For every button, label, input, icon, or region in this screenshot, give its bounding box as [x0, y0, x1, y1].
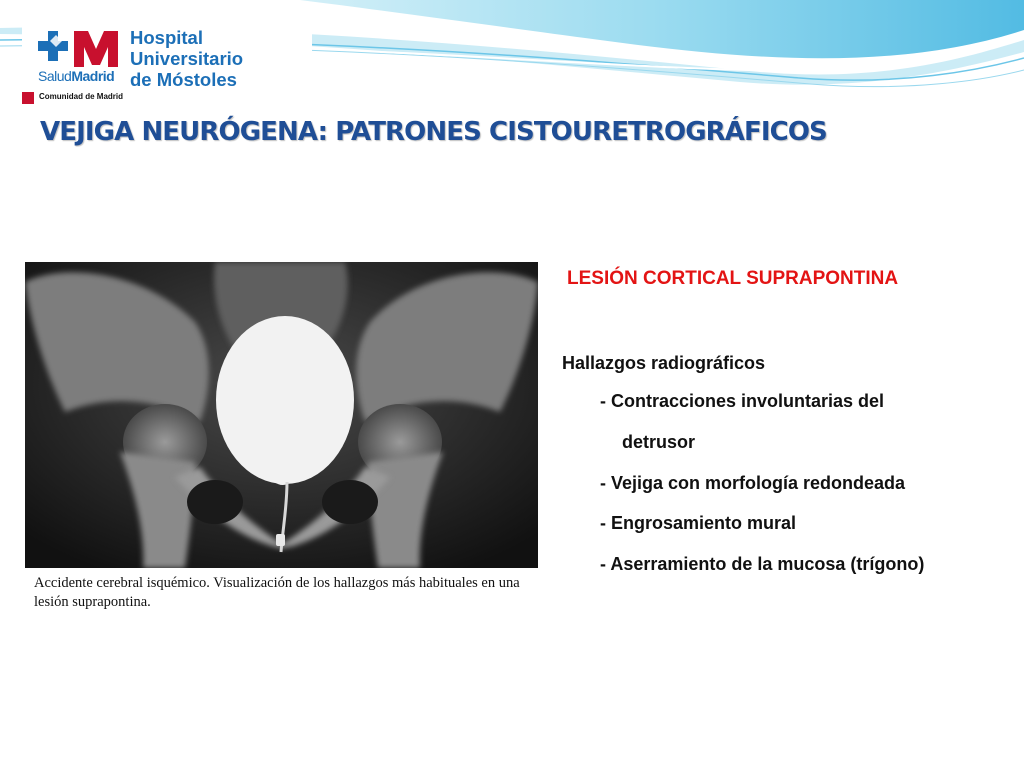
slide-subtitle: LESIÓN CORTICAL SUPRAPONTINA [567, 268, 899, 289]
hospital-name-line1: Hospital Universitario [130, 27, 244, 69]
findings-heading: Hallazgos radiográficos [562, 353, 766, 373]
salud-text: Salud [38, 68, 72, 84]
hospital-logo [22, 25, 312, 90]
slide-title: VEJIGA NEURÓGENA: PATRONES CISTOURETROGRÁFICOS [40, 117, 827, 147]
finding-item: detrusor [622, 432, 696, 452]
salud-madrid-label [38, 68, 114, 84]
hospital-name-line2: de Móstoles [130, 69, 237, 90]
hospital-name [130, 27, 312, 90]
finding-item: - Contracciones involuntarias del [600, 391, 885, 411]
madrid-text: Madrid [71, 68, 115, 84]
comunidad-flag-icon [22, 92, 34, 104]
finding-item: - Aserramiento de la mucosa (trígono) [600, 554, 925, 574]
saludmadrid-logo-icon [34, 29, 126, 69]
comunidad-label: Comunidad de Madrid [39, 92, 123, 101]
cystourethrogram-xray-image [25, 262, 538, 568]
image-caption: Accidente cerebral isquémico. Visualización de los hallazgos más habituales en una lesión suprapontina. [34, 575, 520, 610]
finding-item: - Engrosamiento mural [600, 513, 797, 533]
finding-item: - Vejiga con morfología redondeada [600, 473, 906, 493]
